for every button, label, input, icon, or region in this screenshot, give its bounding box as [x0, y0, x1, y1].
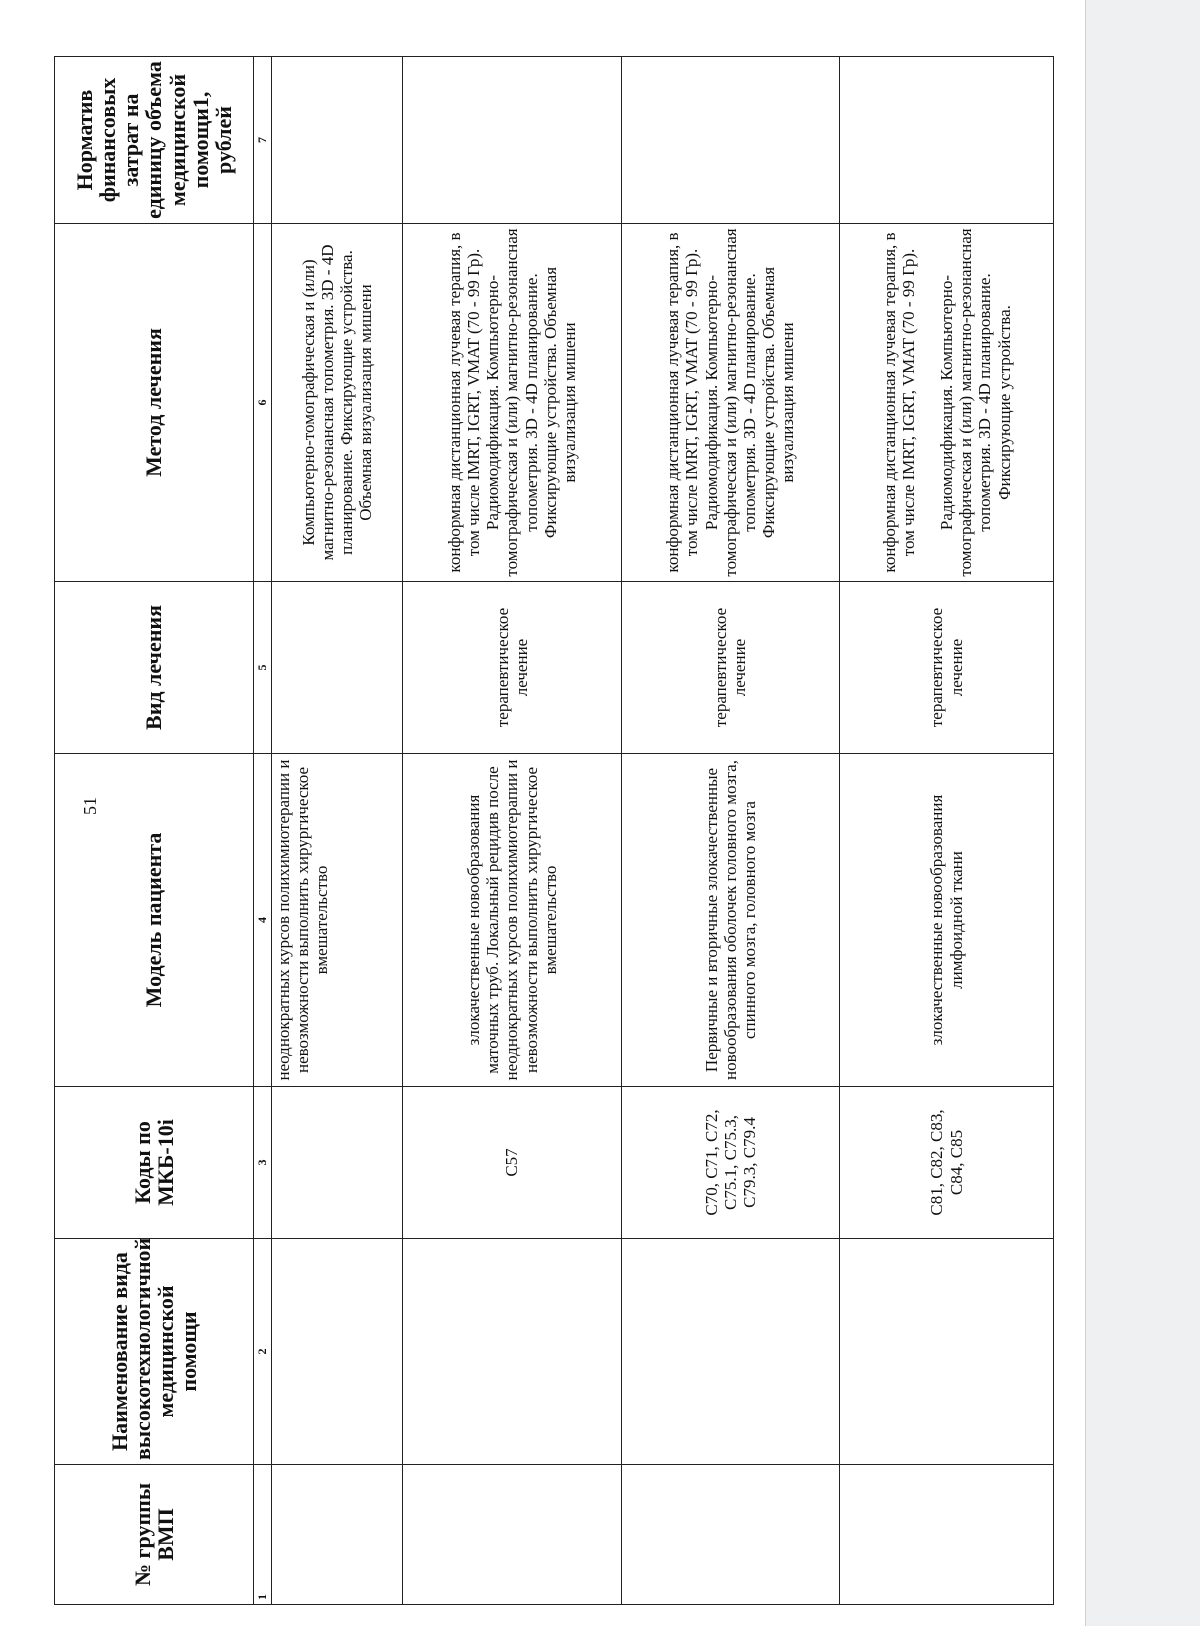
header-cost-standard: Норматив финансовых затрат на единицу объема медицинской помощи1, рублей — [55, 57, 254, 224]
header-group-number: № группы ВМП — [55, 1465, 254, 1605]
header-row — [55, 57, 254, 1605]
header-patient-model: Модель пациента — [55, 754, 254, 1087]
cell-group — [271, 1465, 402, 1605]
cell-method: Компьютерно-томографическая и (или) магнитно-резонансная топометрия. 3D - 4D планирование. Фиксирующие устройства. Объемная визуализация мишени — [271, 224, 402, 582]
method-gap — [918, 228, 937, 577]
column-number-row — [253, 57, 271, 1605]
cell-cost — [621, 57, 840, 224]
cell-codes: C57 — [403, 1087, 622, 1239]
header-icd-codes: Коды по МКБ-10i — [55, 1087, 254, 1239]
scan-gutter — [1085, 0, 1200, 1626]
vmp-table — [54, 56, 1054, 1605]
cell-model: злокачественные новообразования маточных труб. Локальный рецидив после неоднократных курсов полихимиотерапии и невозможности выполнить хирургическое вмешательство — [403, 754, 622, 1087]
table-row — [271, 57, 402, 1605]
header-treatment-method: Метод лечения — [55, 224, 254, 582]
cell-model: Первичные и вторичные злокачественные новообразования оболочек головного мозга, спинного мозга, головного мозга — [621, 754, 840, 1087]
cell-group — [403, 1465, 622, 1605]
cell-name — [403, 1239, 622, 1465]
cell-codes — [271, 1087, 402, 1239]
method-text-part1: конформная дистанционная лучевая терапия, в том числе IMRT, IGRT, VMAT (70 - 99 Гр). — [879, 232, 918, 573]
table-row — [621, 57, 840, 1605]
column-number: 6 — [253, 224, 271, 582]
header-vmp-name: Наименование вида высокотехнологичной медицинской помощи — [55, 1239, 254, 1465]
cell-method — [840, 224, 1054, 582]
cell-treatment — [271, 582, 402, 754]
cell-cost — [271, 57, 402, 224]
cell-method: конформная дистанционная лучевая терапия, в том числе IMRT, IGRT, VMAT (70 - 99 Гр). Радиомодификация. Компьютерно-томографическая и (или) магнитно-резонансная топометрия. 3D - 4D планирование. Фиксирующие устройства. Объемная визуализация мишени — [403, 224, 622, 582]
cell-group — [621, 1465, 840, 1605]
cell-name — [840, 1239, 1054, 1465]
rotated-page — [54, 57, 1054, 1605]
table-row — [840, 57, 1054, 1605]
method-text-part2: Радиомодификация. Компьютерно-томографическая и (или) магнитно-резонансная топометрия. 3D - 4D планирование. Фиксирующие устройства. — [936, 228, 1014, 577]
table-row — [403, 57, 622, 1605]
cell-codes: C70, C71, C72, C75.1, C75.3, C79.3, C79.4 — [621, 1087, 840, 1239]
cell-treatment: терапевтическое лечение — [840, 582, 1054, 754]
cell-treatment: терапевтическое лечение — [621, 582, 840, 754]
cell-cost — [403, 57, 622, 224]
header-treatment-type: Вид лечения — [55, 582, 254, 754]
column-number: 7 — [253, 57, 271, 224]
cell-cost — [840, 57, 1054, 224]
column-number: 2 — [253, 1239, 271, 1465]
cell-model: неоднократных курсов полихимиотерапии и невозможности выполнить хирургическое вмешательство — [271, 754, 402, 1087]
cell-group — [840, 1465, 1054, 1605]
column-number: 3 — [253, 1087, 271, 1239]
cell-codes: C81, C82, C83, C84, C85 — [840, 1087, 1054, 1239]
cell-method: конформная дистанционная лучевая терапия, в том числе IMRT, IGRT, VMAT (70 - 99 Гр). Радиомодификация. Компьютерно-томографическая и (или) магнитно-резонансная топометрия. 3D - 4D планирование. Фиксирующие устройства. Объемная визуализация мишени — [621, 224, 840, 582]
page-number: 51 — [80, 797, 100, 815]
cell-treatment: терапевтическое лечение — [403, 582, 622, 754]
column-number: 5 — [253, 582, 271, 754]
cell-name — [271, 1239, 402, 1465]
column-number: 1 — [253, 1465, 271, 1605]
cell-model: злокачественные новообразования лимфоидной ткани — [840, 754, 1054, 1087]
cell-name — [621, 1239, 840, 1465]
column-number: 4 — [253, 754, 271, 1087]
